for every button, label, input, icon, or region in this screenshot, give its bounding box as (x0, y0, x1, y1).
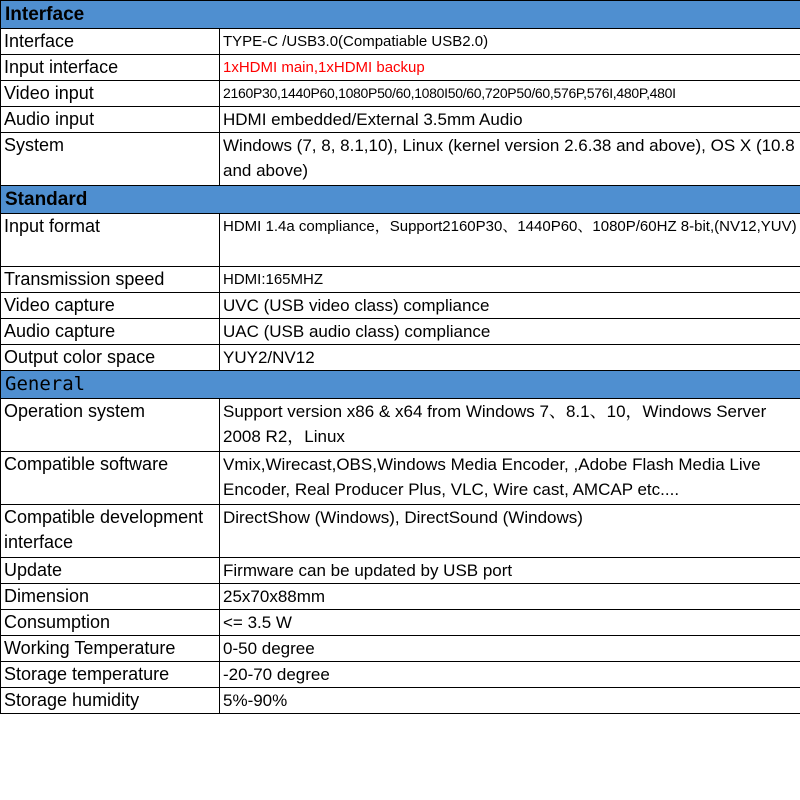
spec-value: Firmware can be updated by USB port (220, 558, 800, 584)
spec-label: Working Temperature (1, 636, 220, 662)
spec-label: System (1, 133, 220, 186)
spec-label: Storage humidity (1, 688, 220, 714)
spec-row-audio-input (1, 107, 800, 133)
spec-value: <= 3.5 W (220, 610, 800, 636)
spec-label: Video capture (1, 293, 220, 319)
section-title: Standard (1, 186, 800, 214)
spec-value-highlight: 1xHDMI main,1xHDMI backup (220, 55, 800, 81)
section-header-standard (1, 186, 800, 214)
spec-row-storage-humidity (1, 688, 800, 714)
spec-label: Input format (1, 214, 220, 267)
spec-value: TYPE-C /USB3.0(Compatiable USB2.0) (220, 29, 800, 55)
spec-row-video-capture (1, 293, 800, 319)
spec-row-working-temperature (1, 636, 800, 662)
spec-row-compatible-software (1, 452, 800, 505)
spec-value: Support version x86 & x64 from Windows 7、8.1、10，Windows Server 2008 R2，Linux (220, 399, 800, 452)
spec-value: DirectShow (Windows), DirectSound (Windows) (220, 505, 800, 558)
spec-value: HDMI:165MHZ (220, 267, 800, 293)
spec-row-system (1, 133, 800, 186)
spec-label: Operation system (1, 399, 220, 452)
section-title: Interface (1, 1, 800, 29)
section-title: General (1, 371, 800, 399)
spec-label: Video input (1, 81, 220, 107)
section-header-interface (1, 1, 800, 29)
spec-label: Consumption (1, 610, 220, 636)
spec-row-consumption (1, 610, 800, 636)
spec-label: Compatible software (1, 452, 220, 505)
spec-row-audio-capture (1, 319, 800, 345)
spec-row-input-format (1, 214, 800, 267)
spec-row-compatible-development-interface (1, 505, 800, 558)
spec-row-output-color-space (1, 345, 800, 371)
spec-value: UAC (USB audio class) compliance (220, 319, 800, 345)
section-header-general (1, 371, 800, 399)
spec-value: HDMI 1.4a compliance，Support2160P30、1440P60、1080P/60HZ 8-bit,(NV12,YUV) (220, 214, 800, 267)
spec-value: UVC (USB video class) compliance (220, 293, 800, 319)
spec-row-operation-system (1, 399, 800, 452)
spec-row-storage-temperature (1, 662, 800, 688)
spec-label: Input interface (1, 55, 220, 81)
spec-value: Vmix,Wirecast,OBS,Windows Media Encoder, ,Adobe Flash Media Live Encoder, Real Producer Plus, VLC, Wire cast, AMCAP etc.... (220, 452, 800, 505)
spec-value: 0-50 degree (220, 636, 800, 662)
spec-value: 25x70x88mm (220, 584, 800, 610)
spec-row-transmission-speed (1, 267, 800, 293)
spec-row-dimension (1, 584, 800, 610)
spec-label: Compatible development interface (1, 505, 220, 558)
spec-value: -20-70 degree (220, 662, 800, 688)
spec-value: Windows (7, 8, 8.1,10), Linux (kernel version 2.6.38 and above), OS X (10.8 and above) (220, 133, 800, 186)
spec-row-video-input (1, 81, 800, 107)
spec-label: Audio capture (1, 319, 220, 345)
spec-row-input-interface (1, 55, 800, 81)
spec-label: Storage temperature (1, 662, 220, 688)
spec-value: 2160P30,1440P60,1080P50/60,1080I50/60,720P50/60,576P,576I,480P,480I (220, 81, 800, 107)
spec-label: Audio input (1, 107, 220, 133)
spec-value: HDMI embedded/External 3.5mm Audio (220, 107, 800, 133)
spec-label: Output color space (1, 345, 220, 371)
spec-value: YUY2/NV12 (220, 345, 800, 371)
spec-label: Interface (1, 29, 220, 55)
spec-label: Transmission speed (1, 267, 220, 293)
spec-row-update (1, 558, 800, 584)
spec-label: Update (1, 558, 220, 584)
spec-label: Dimension (1, 584, 220, 610)
spec-row-interface (1, 29, 800, 55)
spec-value: 5%-90% (220, 688, 800, 714)
